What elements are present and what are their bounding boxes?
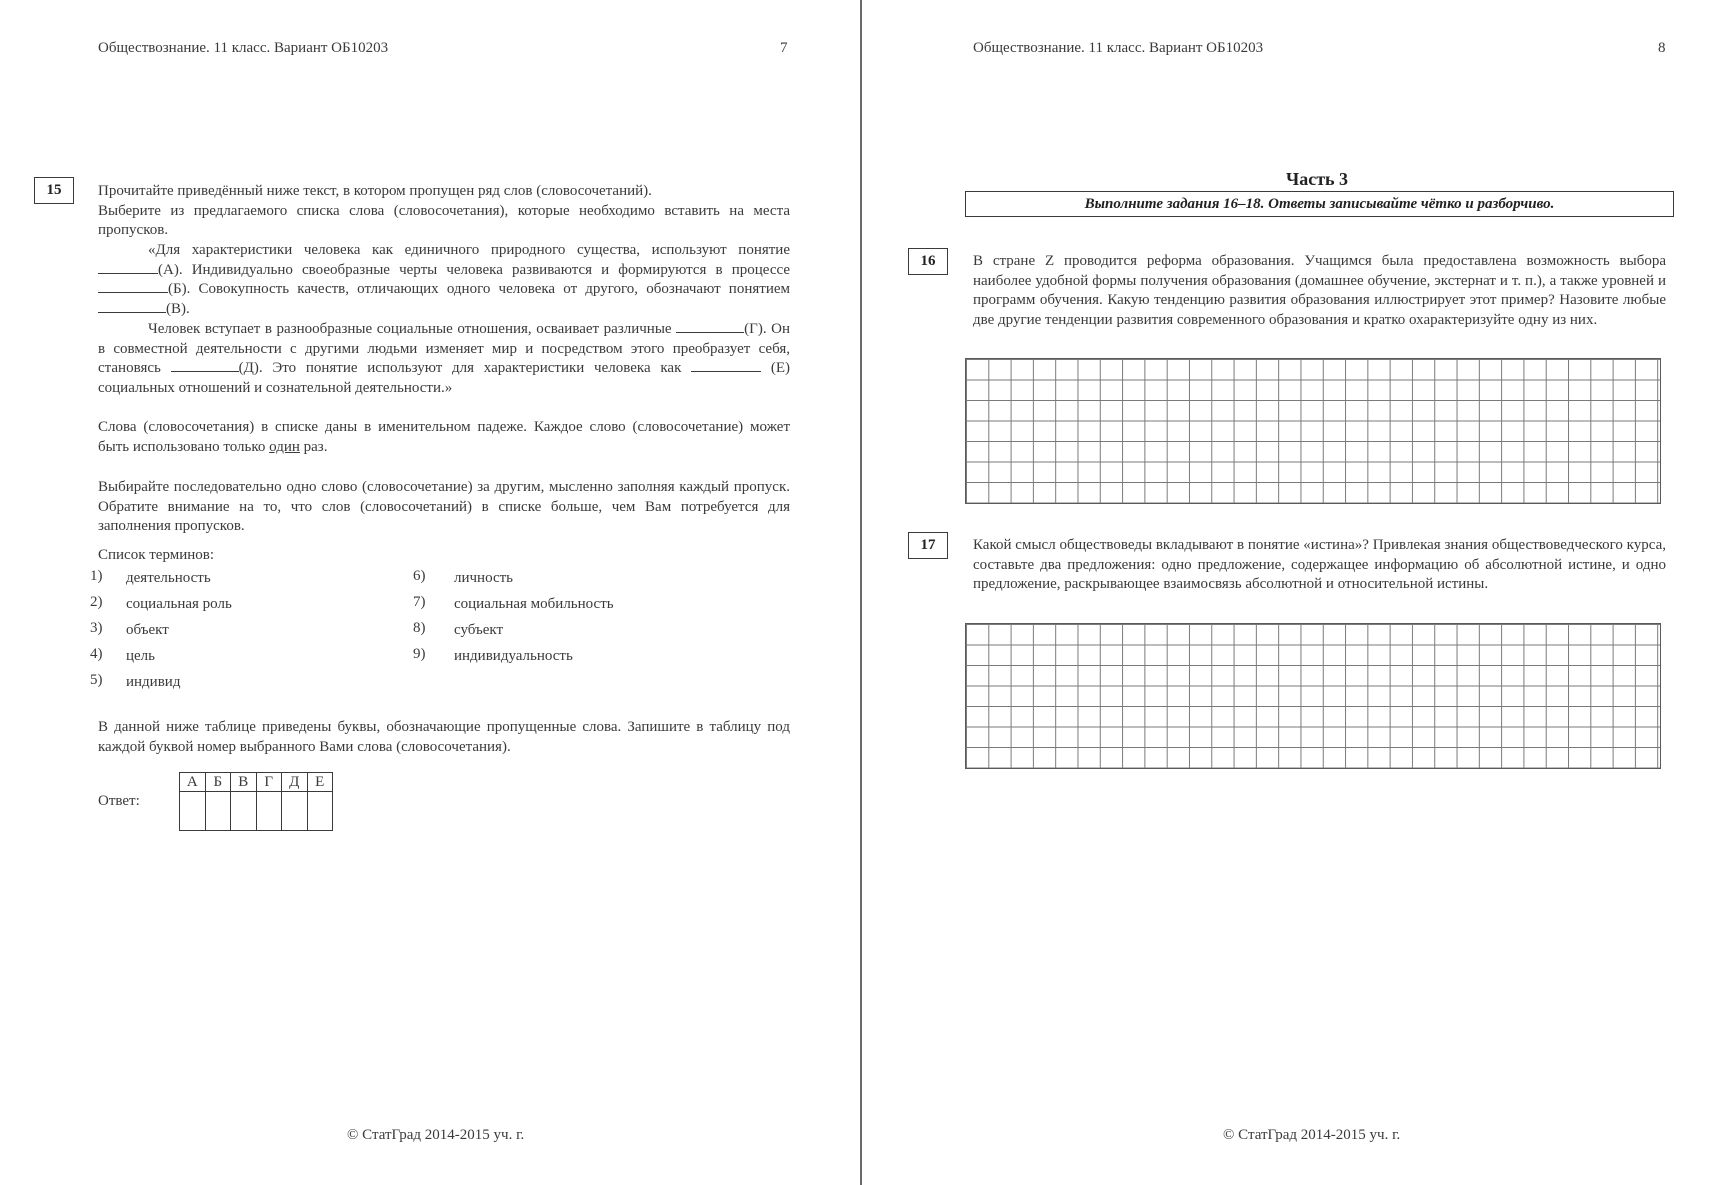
task17-answer-grid[interactable] [965,623,1661,769]
case-note-underlined: один [269,438,300,455]
answer-cell[interactable] [307,792,333,831]
term-num: 8) [413,620,426,636]
quote-text-a: «Для характеристики человека как единичного природного существа, используют понятие [148,242,790,258]
answer-letter: Б [205,773,231,792]
answer-cell[interactable] [282,792,308,831]
answer-letter: В [231,773,257,792]
page-number: 7 [780,40,788,56]
answer-cell[interactable] [256,792,282,831]
term-text: цель [126,648,156,664]
case-note [98,418,790,457]
intro-line-2: Выберите из предлагаемого списка слова (словосочетания), которые необходимо вставить на места пропусков. [98,202,790,239]
blank-b [98,280,168,293]
blank-g [676,320,744,333]
term-num: 3) [90,620,103,636]
term-text: социальная роль [126,596,232,612]
terms-list-title: Список терминов: [98,547,215,563]
term-num: 1) [90,568,103,584]
term-num: 5) [90,672,103,688]
answer-letter: А [180,773,206,792]
blank-d [171,359,239,372]
term-num: 2) [90,594,103,610]
term-text: объект [126,622,169,638]
header-title: Обществознание. 11 класс. Вариант ОБ10203 [973,40,1264,56]
blank-c [98,300,166,313]
quote-text-c: (Б). Совокупность качеств, отличающих одного человека от другого, обозначают понятием [168,281,790,298]
task-number-box: 16 [908,248,948,275]
footer: © СтатГрад 2014-2015 уч. г. [1223,1127,1401,1143]
term-num: 4) [90,646,103,662]
quote-text-b: (А). Индивидуально своеобразные черты человека развиваются и формируются в процессе [158,261,790,278]
page-number: 8 [1658,40,1666,56]
answer-table [179,772,333,831]
blank-e [691,359,761,372]
term-text: социальная мобильность [454,596,614,612]
answer-cell[interactable] [231,792,257,831]
answer-cell[interactable] [180,792,206,831]
answer-letter: Е [307,773,333,792]
term-text: личность [454,570,514,586]
task16-answer-grid[interactable] [965,358,1661,504]
term-num: 7) [413,594,426,610]
quote2-text-d: (Е) социальных отношений и сознательной деятельности.» [98,360,791,396]
case-note-end: раз. [303,438,328,455]
term-num: 9) [413,646,426,662]
term-text: деятельность [126,570,211,586]
part-instruction: Выполните задания 16–18. Ответы записывайте чётко и разборчиво. [965,191,1674,217]
answer-letter: Д [282,773,308,792]
task-intro [98,182,790,241]
quote2-text-a: Человек вступает в разнообразные социальные отношения, осваивает различные [148,321,672,337]
task17-text: Какой смысл обществоведы вкладывают в понятие «истина»? Привлекая знания обществоведческого курса, составьте два предложения: одно предложение, содержащее информацию об абсолютной истине, и одно предложение, раскрывающее взаимосвязь абсолютной и относительной истины. [973,537,1666,593]
term-text: индивид [126,674,181,690]
part-title: Часть 3 [1286,169,1349,189]
answer-letter: Г [256,773,282,792]
term-text: индивидуальность [454,648,573,664]
quote-paragraph-1 [98,241,790,319]
quote-text-d: (В). [166,300,190,317]
right-page [862,0,1722,1185]
term-text: субъект [454,622,504,638]
task-number-box: 17 [908,532,948,559]
case-note-text: Слова (словосочетания) в списке даны в именительном падеже. Каждое слово (словосочетание) может быть использовано только [98,419,790,455]
quote2-text-c: (Д). Это понятие используют для характеристики человека как [238,360,682,377]
blank-a [98,261,158,274]
answer-cell[interactable] [205,792,231,831]
footer: © СтатГрад 2014-2015 уч. г. [347,1127,525,1143]
choose-note: Выбирайте последовательно одно слово (словосочетание) за другим, мысленно заполняя каждый пропуск. Обратите внимание на то, что слов (словосочетаний) в списке больше, чем Вам потребуется для заполнения пропусков. [98,479,790,535]
answer-label: Ответ: [98,793,140,809]
task16-text: В стране Z проводится реформа образования. Учащимся была предоставлена возможность выбора наиболее удобной формы получения образования (домашнее обучение, экстернат и т. п.), а также уровней и программ обучения. Какую тенденцию развития образования иллюстрирует этот пример? Назовите любые две другие тенденции развития современного образования и кратко охарактеризуйте одну из них. [973,253,1666,328]
table-note: В данной ниже таблице приведены буквы, обозначающие пропущенные слова. Запишите в таблицу под каждой буквой номер выбранного Вами слова (словосочетания). [98,719,790,755]
left-page [0,0,860,1185]
term-num: 6) [413,568,426,584]
intro-line-1: Прочитайте приведённый ниже текст, в котором пропущен ряд слов (словосочетаний). [98,183,652,199]
task-number-box: 15 [34,177,74,204]
quote2-text-b: (Г). Он в совместной деятельности с другими людьми изменяет мир и посредством этого преобразует себя, становясь [98,321,791,377]
quote-paragraph-2 [98,320,790,398]
header-title: Обществознание. 11 класс. Вариант ОБ10203 [98,40,389,56]
